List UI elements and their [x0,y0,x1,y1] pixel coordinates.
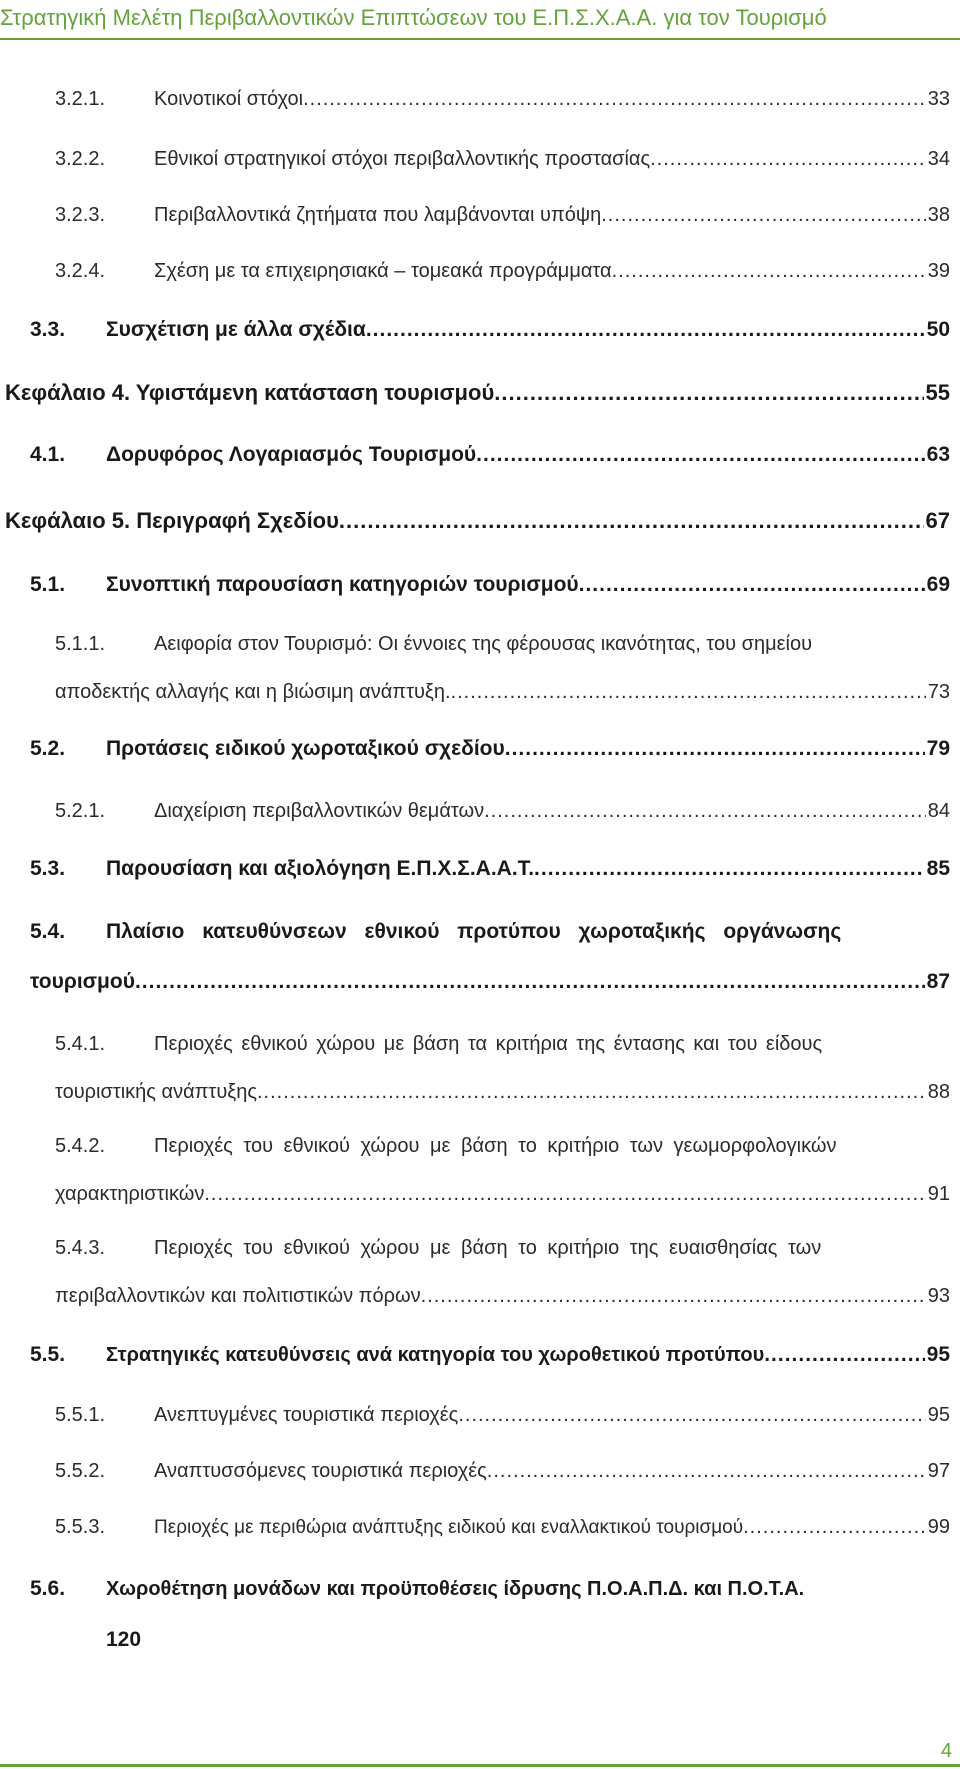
toc-entry-title: Πλαίσιο κατευθύνσεων εθνικού προτύπου χωροταξικής οργάνωσης [106,920,842,943]
toc-dot-leader [135,970,925,994]
toc-entry-number: 5.5. [30,1343,66,1366]
toc-entry-number: 5.6. [30,1577,66,1600]
toc-entry-title: Στρατηγικές κατευθύνσεις ανά κατηγορία του χωροθετικού προτύπου [106,1344,765,1366]
toc-dot-leader [421,1285,926,1308]
toc-entry-page: 97 [927,1460,950,1482]
toc-entry-number: 5.5.3. [55,1516,106,1538]
toc-entry-4-1[interactable] [30,443,950,467]
toc-dot-leader [366,318,925,342]
toc-entry-title: Αειφορία στον Τουρισμό: Οι έννοιες της φέρουσας ικανότητας, του σημείου [154,633,813,655]
toc-entry-page: 39 [927,260,950,282]
toc-entry-5-1-1-continued[interactable] [55,681,950,704]
toc-entry-page: 87 [926,970,950,993]
toc-dot-leader [204,1183,925,1206]
toc-entry-page: 120 [106,1628,142,1651]
toc-entry-5-2-1[interactable] [55,800,950,823]
toc-entry-title: Δορυφόρος Λογαριασμός Τουρισμού [106,443,477,466]
toc-entry-5-4[interactable] [30,920,950,944]
toc-entry-title-continued: τουριστικής ανάπτυξης [55,1081,257,1103]
toc-entry-title: Περιοχές του εθνικού χώρου με βάση το κριτήριο των γεωμορφολογικών [154,1135,837,1157]
toc-dot-leader [257,1081,926,1104]
toc-entry-title: Αναπτυσσόμενες τουριστικά περιοχές [154,1460,487,1482]
toc-entry-number: 4.1. [30,443,66,466]
toc-entry-number: 3.2.2. [55,148,106,170]
toc-dot-leader [484,800,926,823]
toc-entry-title-continued: χαρακτηριστικών [55,1183,205,1205]
toc-dot-leader [303,88,926,111]
toc-entry-5-4-2[interactable] [55,1135,950,1158]
toc-entry-number: 5.2. [30,737,66,760]
toc-entry-page: 34 [927,148,950,170]
toc-dot-leader [451,681,926,704]
toc-entry-page: 38 [927,204,950,226]
header-title: Στρατηγική Μελέτη Περιβαλλοντικών Επιπτώσεων του Ε.Π.Σ.Χ.Α.Α. για τον Τουρισμό [0,5,827,30]
toc-entry-5-4-3[interactable] [55,1237,950,1260]
toc-entry-number: 5.2.1. [55,800,106,822]
toc-entry-5-4-1-continued[interactable] [55,1081,950,1104]
toc-entry-3-2-3[interactable] [55,204,950,227]
toc-dot-leader [339,508,924,534]
toc-entry-page: 99 [927,1516,950,1538]
toc-entry-title-continued: τουρισμού [30,970,135,993]
page-number: 4 [940,1740,952,1762]
toc-entry-page: 55 [925,380,950,405]
toc-dot-leader [494,380,923,406]
toc-entry-5-5-3[interactable] [55,1516,950,1539]
footer-divider [0,1764,960,1767]
toc-entry-number: 5.3. [30,857,66,880]
toc-entry-title: Περιοχές εθνικού χώρου με βάση τα κριτήρια της έντασης και του είδους [154,1033,823,1055]
toc-dot-leader [534,857,925,881]
toc-entry-5-4-2-continued[interactable] [55,1183,950,1206]
toc-entry-page: 95 [927,1404,950,1426]
toc-entry-5-6-page[interactable] [106,1628,306,1652]
toc-entry-number: 5.4.3. [55,1237,106,1259]
toc-entry-title: Ανεπτυγμένες τουριστικά περιοχές [154,1404,459,1426]
toc-dot-leader [458,1404,925,1427]
toc-dot-leader [505,737,925,761]
toc-chapter-5[interactable] [5,508,950,534]
toc-dot-leader [764,1343,924,1367]
toc-entry-number: 5.4.2. [55,1135,106,1157]
toc-entry-title: Συνοπτική παρουσίαση κατηγοριών τουρισμού [106,573,579,596]
toc-entry-title: Προτάσεις ειδικού χωροταξικού σχεδίου [106,737,505,760]
toc-entry-title: Σχέση με τα επιχειρησιακά – τομεακά προγράμματα [154,260,612,282]
toc-entry-page: 69 [926,573,950,596]
toc-dot-leader [601,204,926,227]
toc-entry-page: 73 [927,681,950,703]
toc-entry-3-2-4[interactable] [55,260,950,283]
toc-entry-title: Περιοχές με περιθώρια ανάπτυξης ειδικού και εναλλακτικού τουρισμού [154,1517,744,1538]
toc-entry-page: 93 [927,1285,950,1307]
toc-entry-number: 5.4. [30,920,66,943]
toc-entry-number: 3.2.3. [55,204,106,226]
toc-entry-page: 85 [926,857,950,880]
toc-entry-title: Παρουσίαση και αξιολόγηση Ε.Π.Χ.Σ.Α.Α.Τ. [106,857,535,880]
toc-entry-page: 91 [927,1183,950,1205]
toc-entry-page: 95 [926,1343,950,1366]
toc-entry-number: 5.1.1. [55,633,106,655]
toc-entry-number: 5.4.1. [55,1033,106,1055]
toc-entry-title: Κεφάλαιο 4. Υφιστάμενη κατάσταση τουρισμού [5,380,495,405]
toc-entry-number: 5.1. [30,573,66,596]
toc-entry-title: Χωροθέτηση μονάδων και προϋποθέσεις ίδρυσης Π.Ο.Α.Π.Δ. και Π.Ο.Τ.Α. [106,1578,805,1600]
toc-dot-leader [476,443,924,467]
toc-entry-3-3[interactable] [30,318,950,342]
toc-entry-title-continued: αποδεκτής αλλαγής και η βιώσιμη ανάπτυξη. [55,681,451,703]
toc-dot-leader [487,1460,926,1483]
toc-entry-5-4-1[interactable] [55,1033,950,1056]
toc-entry-5-6[interactable] [30,1577,950,1601]
toc-entry-page: 33 [927,88,950,110]
toc-entry-3-2-1[interactable] [55,88,950,111]
toc-entry-page: 84 [927,800,950,822]
toc-entry-5-1[interactable] [30,573,950,597]
toc-entry-page: 79 [926,737,950,760]
toc-dot-leader [612,260,926,283]
toc-dot-leader [650,148,926,171]
toc-dot-leader [743,1516,926,1539]
toc-entry-title-continued: περιβαλλοντικών και πολιτιστικών πόρων [55,1285,421,1307]
toc-entry-title: Συσχέτιση με άλλα σχέδια [106,318,366,341]
toc-entry-number: 3.3. [30,318,66,341]
toc-entry-5-3[interactable] [30,857,950,881]
toc-chapter-4[interactable] [5,380,950,406]
toc-entry-title: Περιοχές του εθνικού χώρου με βάση το κριτήριο της ευαισθησίας των [154,1237,822,1259]
toc-entry-5-1-1[interactable] [55,633,950,656]
toc-entry-page: 63 [926,443,950,466]
toc-entry-number: 3.2.4. [55,260,106,282]
toc-entry-page: 50 [926,318,950,341]
toc-entry-5-4-continued[interactable] [30,970,950,994]
toc-entry-5-4-3-continued[interactable] [55,1285,950,1308]
toc-entry-5-5[interactable] [30,1343,950,1367]
toc-entry-5-2[interactable] [30,737,950,761]
toc-dot-leader [579,573,925,597]
toc-entry-page: 67 [925,508,950,533]
toc-entry-title: Διαχείριση περιβαλλοντικών θεμάτων [154,800,485,822]
toc-entry-5-5-1[interactable] [55,1404,950,1427]
toc-entry-title: Κοινοτικοί στόχοι [154,88,304,110]
toc-entry-number: 3.2.1. [55,88,106,110]
toc-entry-number: 5.5.1. [55,1404,106,1426]
toc-entry-page: 88 [927,1081,950,1103]
toc-entry-5-5-2[interactable] [55,1460,950,1483]
toc-entry-title: Κεφάλαιο 5. Περιγραφή Σχεδίου [5,508,339,533]
toc-entry-title: Περιβαλλοντικά ζητήματα που λαμβάνονται υπόψη [154,204,602,226]
toc-entry-number: 5.5.2. [55,1460,106,1482]
toc-entry-3-2-2[interactable] [55,148,950,171]
toc-entry-title: Εθνικοί στρατηγικοί στόχοι περιβαλλοντικής προστασίας [154,148,651,170]
